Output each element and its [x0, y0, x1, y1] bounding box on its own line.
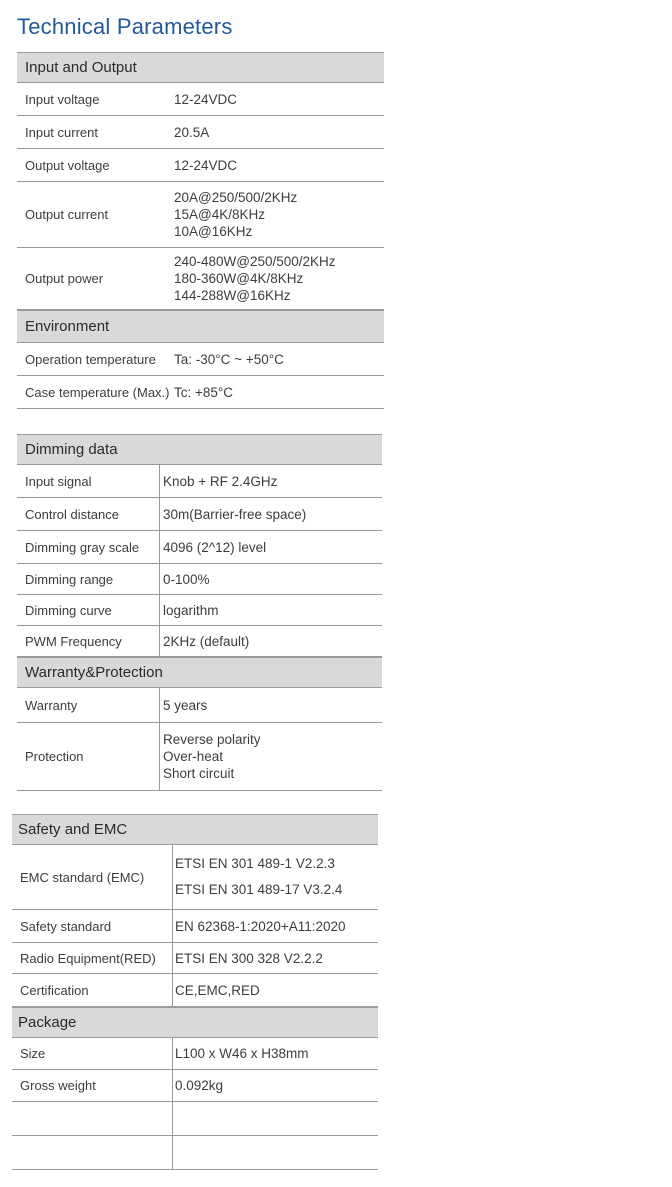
param-value-line: L100 x W46 x H38mm: [175, 1046, 309, 1061]
table-row: [17, 83, 384, 116]
param-label: Warranty: [25, 697, 78, 713]
column-divider: [172, 910, 173, 942]
param-label: Radio Equipment(RED): [20, 950, 156, 966]
param-label: Control distance: [25, 506, 119, 522]
param-label: Dimming curve: [25, 602, 112, 618]
param-label: Safety standard: [20, 918, 112, 934]
table-row: [17, 248, 384, 310]
table-row: [12, 1070, 378, 1102]
param-value-line: 180-360W@4K/8KHz: [174, 271, 304, 286]
param-value: [163, 498, 306, 530]
param-value-line: 240-480W@250/500/2KHz: [174, 254, 336, 269]
column-divider: [172, 1136, 173, 1169]
param-value: [163, 564, 210, 594]
param-label: Input current: [25, 124, 98, 140]
param-label: Size: [20, 1046, 46, 1061]
section-header-warranty: Warranty&Protection: [17, 657, 382, 688]
column-divider: [159, 564, 160, 594]
param-value: [175, 943, 323, 973]
param-value: [175, 1070, 223, 1101]
column-divider: [159, 465, 160, 497]
param-value: [163, 595, 219, 625]
table-row: [12, 1038, 378, 1070]
param-label: Operation temperature: [25, 351, 156, 367]
section-header-input_output: Input and Output: [17, 52, 384, 83]
section-header-package: Package: [12, 1007, 378, 1038]
param-value: [163, 531, 266, 563]
param-value-line: 20A@250/500/2KHz: [174, 190, 298, 205]
param-value-line: Reverse polarity: [163, 732, 261, 747]
param-value-line: ETSI EN 301 489-17 V3.2.4: [175, 882, 343, 897]
table-row: [12, 943, 378, 974]
param-value-line: 4096 (2^12) level: [163, 539, 267, 555]
table-row: [17, 149, 384, 182]
table-row: [12, 1102, 378, 1136]
param-value: [175, 974, 260, 1006]
param-value: [174, 83, 237, 115]
param-value-line: 10A@16KHz: [174, 224, 253, 239]
column-divider: [159, 498, 160, 530]
spec-table-3: [12, 814, 378, 1170]
param-label: Output power: [25, 271, 104, 286]
param-value-line: Tc: +85°C: [174, 384, 234, 400]
param-value: [163, 626, 249, 656]
param-label: Gross weight: [20, 1078, 96, 1093]
column-divider: [159, 531, 160, 563]
param-value-line: 0.092kg: [175, 1078, 224, 1093]
column-divider: [172, 943, 173, 973]
column-divider: [159, 626, 160, 656]
param-value: [174, 116, 209, 148]
param-label: Output voltage: [25, 157, 110, 173]
param-label: Dimming range: [25, 571, 114, 587]
section-header-dimming: Dimming data: [17, 434, 382, 465]
param-label: Protection: [25, 749, 84, 764]
page-title: Technical Parameters: [17, 14, 233, 39]
column-divider: [172, 1038, 173, 1069]
column-divider: [172, 845, 173, 909]
param-value-line: logarithm: [163, 602, 219, 618]
param-value: [174, 343, 284, 375]
column-divider: [172, 1070, 173, 1101]
param-label: Output current: [25, 207, 109, 222]
param-value-line: 2KHz (default): [163, 633, 250, 649]
param-value-line: 15A@4K/8KHz: [174, 207, 265, 222]
table-row: [17, 376, 384, 409]
param-value: [174, 149, 237, 181]
param-value-line: 20.5A: [174, 124, 210, 140]
param-value: [174, 248, 336, 309]
param-value-line: EN 62368-1:2020+A11:2020: [175, 918, 346, 934]
table-row: [12, 974, 378, 1007]
column-divider: [159, 723, 160, 790]
table-row: [17, 595, 382, 626]
param-label: Certification: [20, 982, 89, 998]
param-value-line: ETSI EN 300 328 V2.2.2: [175, 950, 323, 966]
param-value-line: CE,EMC,RED: [175, 982, 260, 998]
param-value-line: Ta: -30°C ~ +50°C: [174, 351, 284, 367]
section-header-environment: Environment: [17, 310, 384, 343]
param-label: EMC standard (EMC): [20, 869, 145, 885]
param-value-line: 0-100%: [163, 571, 210, 587]
column-divider: [172, 974, 173, 1006]
table-row: [17, 182, 384, 248]
table-row: [17, 723, 382, 791]
param-value-line: ETSI EN 301 489-1 V2.2.3: [175, 856, 335, 871]
param-value-line: 12-24VDC: [174, 157, 238, 173]
param-value-line: 30m(Barrier-free space): [163, 506, 307, 522]
column-divider: [159, 595, 160, 625]
param-value-line: 5 years: [163, 697, 208, 713]
param-label: Dimming gray scale: [25, 539, 140, 555]
table-row: [17, 116, 384, 149]
table-row: [17, 343, 384, 376]
param-value: [175, 1038, 309, 1069]
param-value-line: Over-heat: [163, 749, 224, 764]
table-row: [17, 688, 382, 723]
param-value: [175, 910, 346, 942]
param-value-line: 12-24VDC: [174, 91, 238, 107]
param-value: [175, 845, 342, 909]
table-row: [17, 626, 382, 657]
table-row: [17, 498, 382, 531]
table-row: [12, 845, 378, 910]
column-divider: [172, 1102, 173, 1135]
param-value-line: Short circuit: [163, 766, 235, 781]
param-label: Case temperature (Max.): [25, 384, 170, 400]
table-row: [17, 465, 382, 498]
spec-table-1: [17, 52, 384, 409]
section-header-safety: Safety and EMC: [12, 814, 378, 845]
spec-table-2: [17, 434, 382, 791]
column-divider: [159, 688, 160, 722]
param-value: [163, 688, 207, 722]
table-row: [12, 910, 378, 943]
param-value-line: Knob + RF 2.4GHz: [163, 473, 278, 489]
param-label: Input signal: [25, 473, 92, 489]
param-value: [163, 723, 261, 790]
param-label: Input voltage: [25, 91, 100, 107]
param-value-line: 144-288W@16KHz: [174, 288, 291, 303]
table-row: [17, 564, 382, 595]
table-row: [12, 1136, 378, 1170]
param-value: [174, 376, 233, 408]
param-label: PWM Frequency: [25, 633, 122, 649]
table-row: [17, 531, 382, 564]
param-value: [174, 182, 297, 247]
param-value: [163, 465, 277, 497]
